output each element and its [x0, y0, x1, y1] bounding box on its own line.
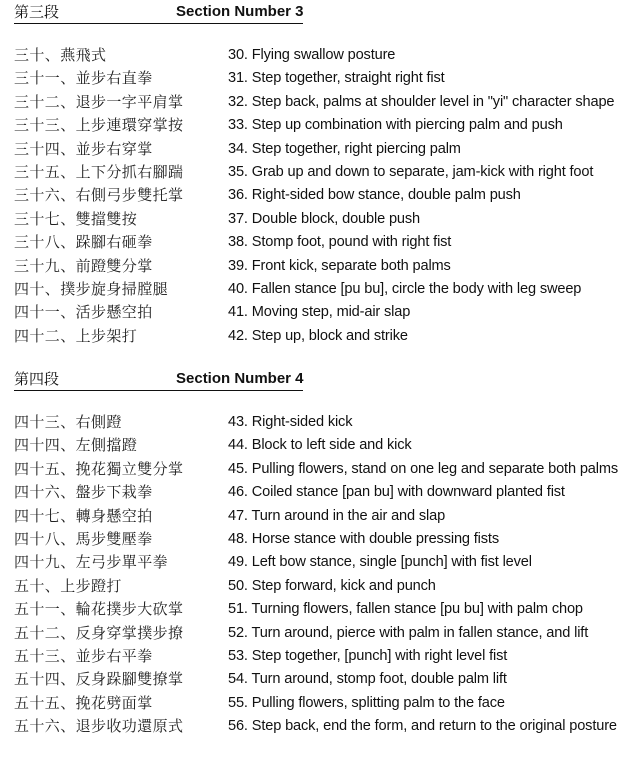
movement-name-chinese: 五十四、反身跺腳雙撩掌 [14, 670, 184, 689]
movement-name-english: 42. Step up, block and strike [228, 327, 408, 344]
movement-name-chinese: 三十五、上下分抓右腳踹 [14, 162, 184, 181]
movement-item [0, 44, 640, 67]
movement-name-english: 38. Stomp foot, pound with right fist [228, 234, 452, 251]
movement-name-english: 43. Right-sided kick [228, 414, 353, 430]
movement-item [0, 278, 640, 301]
movement-name-chinese: 四十五、挽花獨立雙分掌 [14, 459, 184, 478]
movement-name-chinese: 三十一、並步右直拳 [14, 69, 153, 88]
movement-name-english: 36. Right-sided bow stance, double palm push [228, 187, 521, 204]
movement-name-chinese: 三十七、雙擋雙按 [14, 209, 138, 228]
movement-item [0, 184, 640, 207]
movement-name-chinese: 三十三、上步連環穿掌按 [14, 116, 184, 135]
movement-name-english: 37. Double block, double push [228, 210, 420, 227]
movement-name-english: 45. Pulling flowers, stand on one leg and separate both palms [228, 460, 619, 477]
movement-item [0, 622, 640, 645]
movement-name-chinese: 三十二、退步一字平肩掌 [14, 92, 184, 111]
movement-name-chinese: 三十六、右側弓步雙托掌 [14, 186, 184, 205]
movement-name-english: 56. Step back, end the form, and return to the original posture [228, 718, 617, 735]
movement-name-chinese: 五十二、反身穿掌撲步撩 [14, 623, 184, 642]
movement-name-english: 53. Step together, [punch] with right level fist [228, 647, 508, 664]
movement-name-chinese: 五十一、輪花撲步大砍掌 [14, 600, 184, 619]
movement-name-chinese: 三十四、並步右穿掌 [14, 139, 153, 158]
section-header [0, 369, 640, 391]
movement-item [0, 138, 640, 161]
movement-name-english: 39. Front kick, separate both palms [228, 257, 451, 274]
movement-item [0, 67, 640, 90]
movement-name-chinese: 三十九、前蹬雙分掌 [14, 256, 153, 275]
movement-item [0, 301, 640, 324]
movement-name-english: 41. Moving step, mid-air slap [228, 304, 411, 321]
movement-name-chinese: 五十、上步蹬打 [14, 576, 122, 595]
movement-item [0, 208, 640, 231]
section-heading-english: Section Number 4 [176, 370, 304, 387]
movement-name-english: 48. Horse stance with double pressing fists [228, 530, 499, 547]
movement-name-english: 54. Turn around, stomp foot, double palm lift [228, 671, 507, 688]
movement-item [0, 551, 640, 574]
movement-name-chinese: 四十一、活步懸空拍 [14, 303, 153, 322]
movement-name-english: 49. Left bow stance, single [punch] with fist level [228, 554, 532, 571]
section-heading-chinese: 第三段 [14, 3, 60, 21]
section-4 [0, 369, 640, 736]
movement-name-chinese: 四十九、左弓步單平拳 [14, 553, 169, 572]
movement-name-english: 32. Step back, palms at shoulder level in "yi" character shape [228, 93, 615, 110]
movement-name-english: 44. Block to left side and kick [228, 437, 412, 454]
movement-item [0, 325, 640, 348]
movement-name-chinese: 五十六、退步收功還原式 [14, 717, 184, 736]
movement-name-chinese: 四十二、上步架打 [14, 326, 138, 345]
movement-item [0, 434, 640, 457]
movement-item [0, 505, 640, 528]
movement-item [0, 114, 640, 137]
movement-name-english: 35. Grab up and down to separate, jam-kick with right foot [228, 163, 594, 180]
movement-name-chinese: 四十四、左側擋蹬 [14, 436, 138, 455]
movement-name-chinese: 四十、撲步旋身掃膛腿 [14, 279, 169, 298]
section-heading-chinese: 第四段 [14, 370, 60, 388]
movement-item [0, 645, 640, 668]
movement-item [0, 411, 640, 434]
heading-underline [14, 390, 303, 391]
movement-name-english: 34. Step together, right piercing palm [228, 140, 461, 157]
movement-item [0, 668, 640, 691]
movement-name-english: 50. Step forward, kick and punch [228, 577, 436, 594]
movement-item [0, 458, 640, 481]
heading-underline [14, 23, 303, 24]
movement-item [0, 255, 640, 278]
movement-name-chinese: 五十五、挽花劈面掌 [14, 693, 153, 712]
movement-name-english: 30. Flying swallow posture [228, 47, 396, 63]
movement-name-english: 51. Turning flowers, fallen stance [pu bu] with palm chop [228, 601, 583, 618]
movement-item [0, 715, 640, 738]
movement-name-chinese: 四十七、轉身懸空拍 [14, 506, 153, 525]
movement-list [0, 44, 640, 348]
movement-item [0, 481, 640, 504]
movement-name-chinese: 四十六、盤步下栽拳 [14, 483, 153, 502]
section-3 [0, 2, 640, 345]
movement-name-chinese: 四十三、右側蹬 [14, 413, 122, 431]
movement-item [0, 231, 640, 254]
movement-name-english: 46. Coiled stance [pan bu] with downward planted fist [228, 484, 565, 501]
section-header [0, 2, 640, 24]
section-heading-english: Section Number 3 [176, 3, 304, 20]
movement-name-english: 31. Step together, straight right fist [228, 70, 445, 87]
movement-name-english: 47. Turn around in the air and slap [228, 507, 446, 524]
movement-name-chinese: 四十八、馬步雙壓拳 [14, 529, 153, 548]
movement-name-english: 40. Fallen stance [pu bu], circle the body with leg sweep [228, 280, 582, 297]
movement-item [0, 692, 640, 715]
movement-item [0, 598, 640, 621]
movement-name-english: 55. Pulling flowers, splitting palm to the face [228, 694, 505, 711]
movement-item [0, 575, 640, 598]
movement-name-english: 33. Step up combination with piercing palm and push [228, 117, 563, 134]
movement-item [0, 161, 640, 184]
movement-list [0, 411, 640, 738]
movement-item [0, 528, 640, 551]
movement-name-chinese: 三十八、跺腳右砸拳 [14, 233, 153, 252]
movement-name-chinese: 三十、燕飛式 [14, 46, 107, 64]
movement-item [0, 91, 640, 114]
movement-name-chinese: 五十三、並步右平拳 [14, 646, 153, 665]
movement-name-english: 52. Turn around, pierce with palm in fallen stance, and lift [228, 624, 589, 641]
